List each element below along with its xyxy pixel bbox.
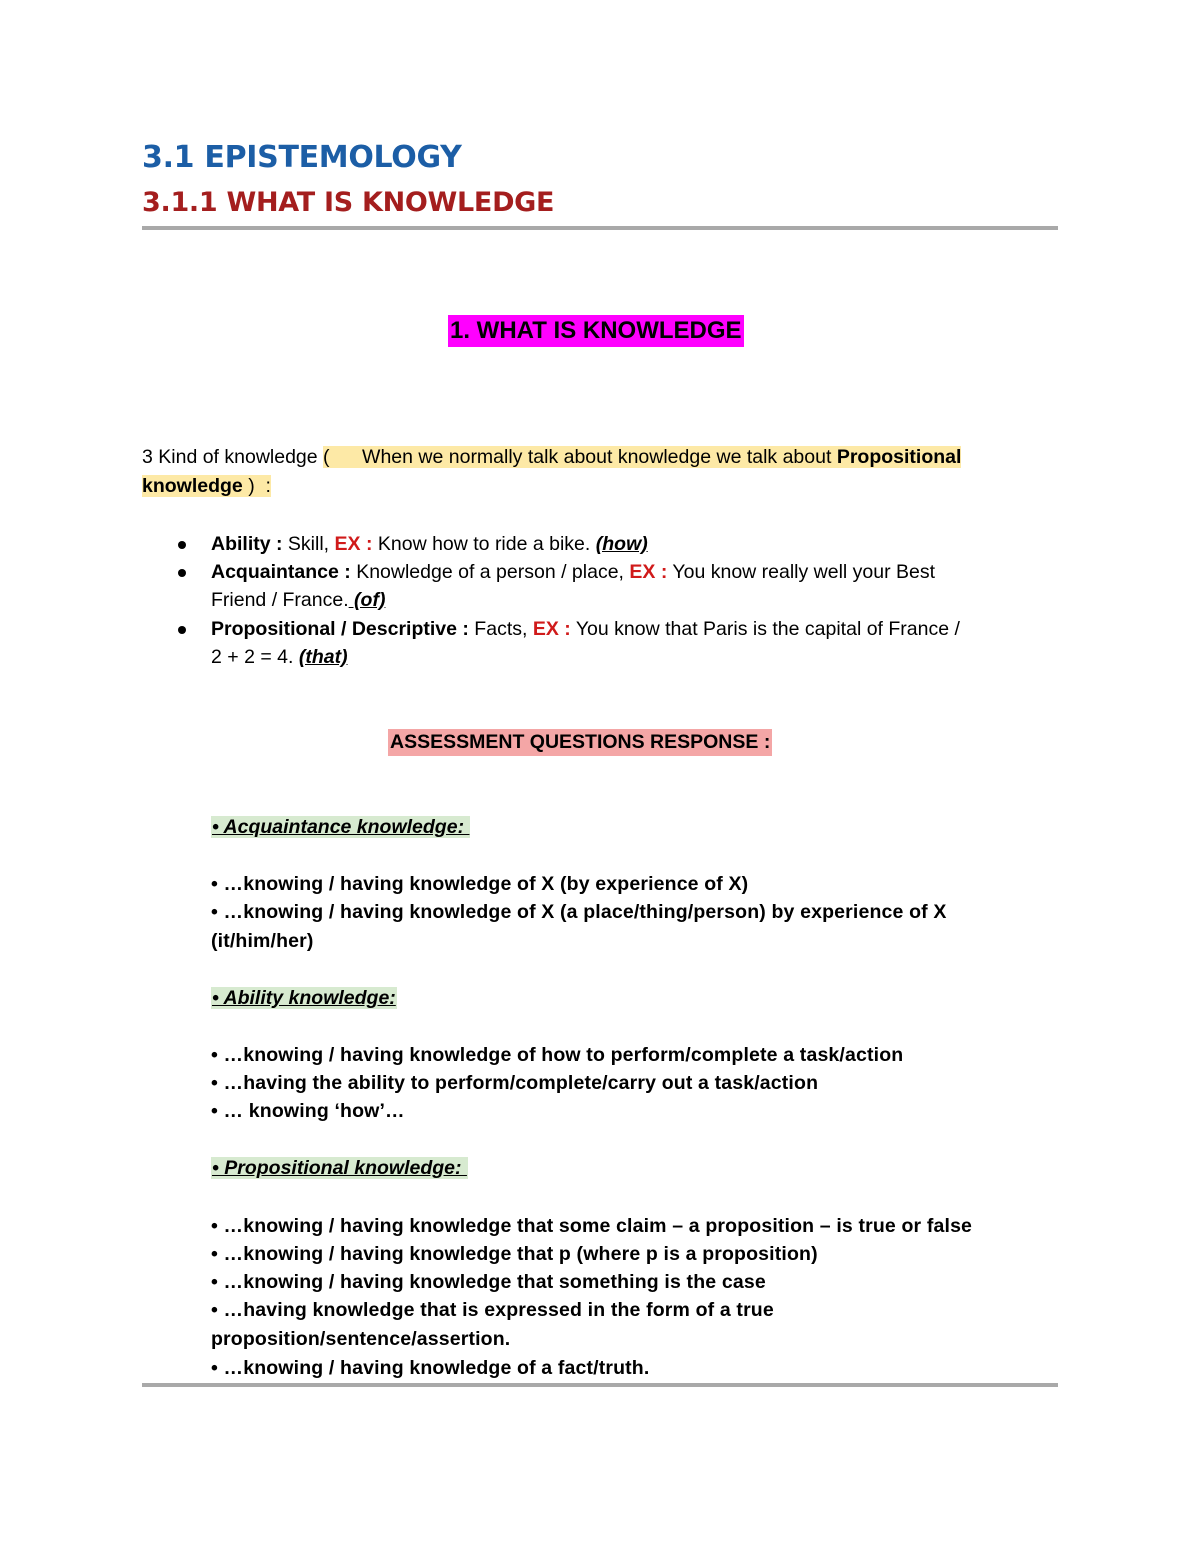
- kind-tag: (of): [348, 589, 386, 611]
- response-line: • …knowing / having knowledge of how to perform/complete a task/action: [211, 1044, 904, 1066]
- kind-example: You know really well your Best: [667, 561, 936, 583]
- kind-term: Ability :: [211, 533, 283, 555]
- intro-bold-word: Propositional: [836, 446, 962, 468]
- intro-line2-bold: knowledge: [142, 475, 243, 497]
- kind-desc: Facts,: [468, 618, 533, 640]
- response-line: • …having knowledge that is expressed in the form of a true: [211, 1299, 774, 1321]
- response-line: • …knowing / having knowledge of X (a place/thing/person) by experience of X: [211, 901, 947, 923]
- section-title: 1. WHAT IS KNOWLEDGE: [448, 315, 744, 347]
- intro-lead: 3 Kind of knowledge: [142, 446, 324, 468]
- bullet-icon: [178, 626, 186, 634]
- category-heading: • Acquaintance knowledge:: [212, 816, 470, 838]
- intro-paren-text: ( When we normally talk about knowledge we talk about: [323, 446, 837, 468]
- kind-example-line2: 2 + 2 = 4.: [211, 646, 299, 668]
- kind-tag: (that): [298, 646, 348, 668]
- intro-line-1: [142, 443, 961, 471]
- kind-example: You know that Paris is the capital of France /: [570, 618, 960, 640]
- assessment-title: ASSESSMENT QUESTIONS RESPONSE :: [388, 729, 772, 756]
- intro-line2-rest: ) :: [242, 475, 271, 497]
- page-subtitle: 3.1.1 WHAT IS KNOWLEDGE: [142, 187, 555, 218]
- kind-item-acquaintance: [211, 558, 935, 586]
- response-line: (it/him/her): [211, 930, 314, 952]
- kind-tag: (how): [595, 533, 648, 555]
- category-heading: • Ability knowledge:: [212, 987, 396, 1009]
- kind-item-propositional-cont: [211, 643, 348, 671]
- kind-term: Acquaintance :: [211, 561, 351, 583]
- kind-item-acquaintance-cont: [211, 586, 385, 614]
- kind-ex-label: EX :: [334, 533, 373, 555]
- kind-item-propositional: [211, 615, 960, 643]
- response-line: • … knowing ‘how’…: [211, 1100, 405, 1122]
- intro-highlight-2: [142, 475, 271, 497]
- response-heading-ability: [211, 985, 397, 1012]
- page-title: 3.1 EPISTEMOLOGY: [142, 140, 462, 175]
- kind-item-ability: [211, 530, 648, 558]
- response-heading-propositional: [211, 1155, 468, 1182]
- response-line: • …knowing / having knowledge that some claim – a proposition – is true or false: [211, 1215, 973, 1237]
- response-line: • …knowing / having knowledge of X (by experience of X): [211, 873, 749, 895]
- kind-ex-label: EX :: [629, 561, 668, 583]
- category-heading: • Propositional knowledge:: [212, 1157, 467, 1179]
- kind-desc: Knowledge of a person / place,: [350, 561, 630, 583]
- bullet-icon: [178, 569, 186, 577]
- response-line: • …knowing / having knowledge of a fact/truth.: [211, 1357, 650, 1379]
- kind-example-line2: Friend / France.: [211, 589, 349, 611]
- kind-desc: Skill,: [282, 533, 335, 555]
- kind-ex-label: EX :: [532, 618, 571, 640]
- intro-highlight: [323, 446, 961, 468]
- kind-example: Know how to ride a bike.: [372, 533, 596, 555]
- intro-line-2: [142, 472, 271, 500]
- response-line: • …knowing / having knowledge that p (where p is a proposition): [211, 1243, 818, 1265]
- response-line: proposition/sentence/assertion.: [211, 1328, 511, 1350]
- kind-term: Propositional / Descriptive :: [211, 618, 469, 640]
- response-line: • …having the ability to perform/complete/carry out a task/action: [211, 1072, 819, 1094]
- response-heading-acquaintance: [211, 814, 470, 841]
- footer-divider: [142, 1383, 1058, 1387]
- response-line: • …knowing / having knowledge that something is the case: [211, 1271, 766, 1293]
- bullet-icon: [178, 541, 186, 549]
- header-divider: [142, 226, 1058, 230]
